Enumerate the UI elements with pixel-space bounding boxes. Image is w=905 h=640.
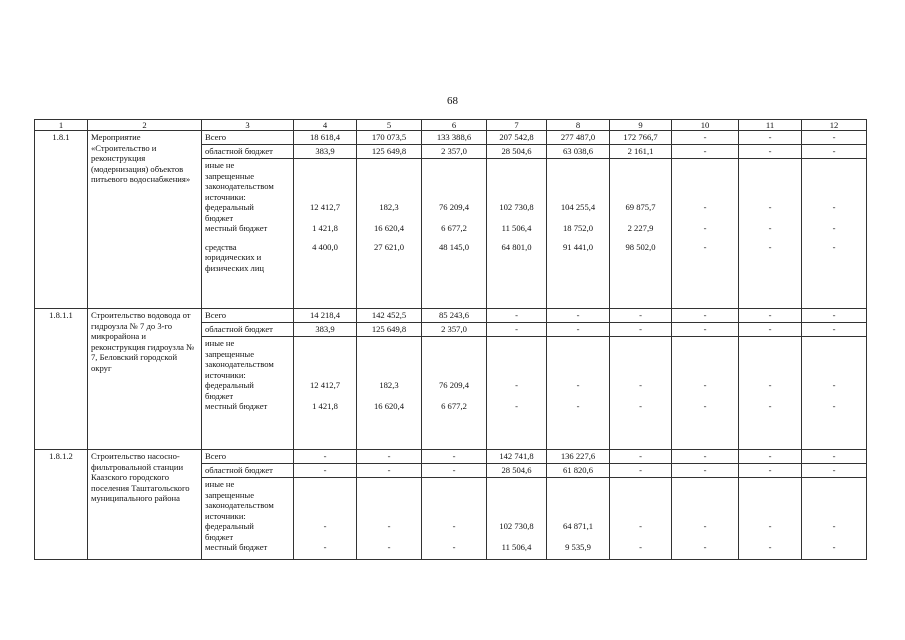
value-line: 182,3 — [379, 202, 399, 213]
value-cell: - — [802, 450, 867, 464]
source-line: местный бюджет — [205, 401, 268, 412]
source-line: федеральный — [205, 521, 254, 532]
header-cell: 6 — [422, 120, 487, 131]
value-line: - — [452, 521, 456, 532]
funding-source: Всего — [202, 309, 294, 323]
value-cell: - — [610, 309, 672, 323]
row-code: 1.8.1.1 — [35, 309, 88, 450]
header-cell: 11 — [739, 120, 802, 131]
source-line: запрещенные — [205, 489, 255, 500]
value-line: - — [832, 401, 836, 412]
value-line: 18 752,0 — [562, 223, 594, 234]
value-line: - — [703, 202, 707, 213]
row-name: Строительство насосно-фильтровальной станции Каазского городского поселения Таштагольского муниципального района — [88, 450, 202, 560]
value-cell: - — [487, 323, 547, 337]
value-cell — [357, 337, 422, 450]
value-cell: 133 388,6 — [422, 131, 487, 145]
value-line: 182,3 — [379, 380, 399, 391]
source-line: источники: — [205, 369, 246, 380]
row-code: 1.8.1 — [35, 131, 88, 309]
value-line: - — [576, 401, 580, 412]
value-cell — [357, 478, 422, 560]
source-line: местный бюджет — [205, 542, 268, 553]
value-line: - — [768, 401, 772, 412]
value-cell: 61 820,6 — [547, 464, 610, 478]
value-line: - — [832, 542, 836, 553]
funding-source: Всего — [202, 131, 294, 145]
value-line: 69 875,7 — [625, 202, 656, 213]
value-cell: - — [802, 309, 867, 323]
value-line: 102 730,8 — [499, 521, 534, 532]
value-line: - — [768, 542, 772, 553]
value-cell — [547, 159, 610, 309]
value-line: 76 209,4 — [438, 202, 470, 213]
value-line: 6 677,2 — [441, 223, 467, 234]
funding-source: областной бюджет — [202, 464, 294, 478]
value-cell: - — [610, 323, 672, 337]
source-line: бюджет — [205, 531, 234, 542]
value-cell: - — [610, 464, 672, 478]
value-cell: 207 542,8 — [487, 131, 547, 145]
spacer — [205, 234, 290, 242]
header-cell: 4 — [294, 120, 357, 131]
value-cell: - — [802, 145, 867, 159]
header-row — [35, 120, 867, 131]
value-line: 104 255,4 — [560, 202, 596, 213]
source-line: иные не — [205, 338, 235, 349]
value-cell — [294, 337, 357, 450]
value-cell: - — [672, 464, 739, 478]
value-cell: - — [739, 309, 802, 323]
value-cell: - — [294, 464, 357, 478]
funding-source-other — [202, 337, 294, 450]
source-line: федеральный — [205, 380, 254, 391]
value-cell — [739, 337, 802, 450]
source-line: федеральный — [205, 202, 254, 213]
value-cell: 142 741,8 — [487, 450, 547, 464]
source-line: иные не — [205, 479, 235, 490]
value-line: 48 145,0 — [438, 241, 470, 252]
value-line: 1 421,8 — [312, 401, 338, 412]
row-code: 1.8.1.2 — [35, 450, 88, 560]
value-line: - — [703, 521, 707, 532]
value-cell — [610, 337, 672, 450]
value-cell: - — [547, 323, 610, 337]
value-cell: 2 357,0 — [422, 145, 487, 159]
source-line: бюджет — [205, 390, 234, 401]
value-line: 91 441,0 — [562, 241, 594, 252]
value-cell: - — [422, 464, 487, 478]
value-line: - — [387, 521, 391, 532]
value-line: 2 227,9 — [627, 223, 654, 234]
source-line: источники: — [205, 191, 246, 202]
value-line: 102 730,8 — [499, 202, 534, 213]
value-cell: - — [739, 323, 802, 337]
source-line: физических лиц — [205, 262, 265, 273]
source-line: запрещенные — [205, 348, 255, 359]
value-cell: 28 504,6 — [487, 464, 547, 478]
value-line: - — [639, 380, 642, 391]
value-cell: 14 218,4 — [294, 309, 357, 323]
value-line: 98 502,0 — [625, 241, 656, 252]
value-line: 12 412,7 — [309, 202, 341, 213]
value-cell: 170 073,5 — [357, 131, 422, 145]
value-line: - — [832, 223, 836, 234]
value-cell: 85 243,6 — [422, 309, 487, 323]
value-cell: - — [802, 131, 867, 145]
value-line: - — [323, 542, 327, 553]
header-cell: 9 — [610, 120, 672, 131]
value-line: - — [515, 401, 518, 412]
header-cell: 7 — [487, 120, 547, 131]
budget-table — [34, 119, 867, 560]
source-line: юридических и — [205, 252, 262, 263]
source-line: запрещенные — [205, 170, 255, 181]
funding-source: Всего — [202, 450, 294, 464]
value-cell: - — [802, 323, 867, 337]
row-name: Мероприятие «Строительство и реконструкция (модернизация) объектов питьевого водоснабжения» — [88, 131, 202, 309]
header-cell: 8 — [547, 120, 610, 131]
value-cell: - — [672, 323, 739, 337]
value-line: 27 621,0 — [373, 241, 405, 252]
value-cell: 28 504,6 — [487, 145, 547, 159]
source-line: источники: — [205, 510, 246, 521]
value-line: - — [768, 380, 772, 391]
value-line: 12 412,7 — [309, 380, 341, 391]
value-cell — [357, 159, 422, 309]
source-line: законодательством — [205, 181, 274, 192]
value-cell: 2 357,0 — [422, 323, 487, 337]
value-line: - — [639, 521, 642, 532]
value-cell: - — [422, 450, 487, 464]
table-row — [35, 309, 867, 323]
row-name: Строительство водовода от гидроузла № 7 до 3-го микрорайона и реконструкция гидроузла № 7, Беловский городской округ — [88, 309, 202, 450]
value-line: - — [387, 542, 391, 553]
value-cell: - — [739, 450, 802, 464]
value-line: 11 506,4 — [501, 542, 532, 553]
value-cell: 18 618,4 — [294, 131, 357, 145]
value-cell: - — [610, 450, 672, 464]
value-line: - — [703, 223, 707, 234]
value-line: - — [703, 380, 707, 391]
value-line: - — [323, 521, 327, 532]
value-cell — [739, 159, 802, 309]
value-cell — [610, 478, 672, 560]
value-line: - — [576, 380, 580, 391]
value-line: - — [703, 401, 707, 412]
value-line: - — [768, 241, 772, 252]
value-cell: - — [672, 309, 739, 323]
value-line: - — [832, 380, 836, 391]
funding-source: областной бюджет — [202, 323, 294, 337]
value-line: 6 677,2 — [441, 401, 467, 412]
value-cell — [422, 337, 487, 450]
source-line: законодательством — [205, 500, 274, 511]
value-cell: - — [547, 309, 610, 323]
value-cell — [547, 478, 610, 560]
header-cell: 3 — [202, 120, 294, 131]
value-line: - — [452, 542, 456, 553]
value-line: 11 506,4 — [501, 223, 532, 234]
value-cell — [294, 159, 357, 309]
source-line: бюджет — [205, 212, 234, 223]
value-line: 64 871,1 — [562, 521, 594, 532]
value-line: 16 620,4 — [373, 401, 405, 412]
value-cell: 125 649,8 — [357, 323, 422, 337]
value-cell — [672, 159, 739, 309]
value-cell: 383,9 — [294, 323, 357, 337]
value-line: 1 421,8 — [312, 223, 338, 234]
value-line: - — [639, 542, 642, 553]
value-cell: 2 161,1 — [610, 145, 672, 159]
value-cell — [802, 159, 867, 309]
value-cell — [487, 159, 547, 309]
value-cell: - — [672, 131, 739, 145]
value-cell: 383,9 — [294, 145, 357, 159]
value-cell: 142 452,5 — [357, 309, 422, 323]
source-line: законодательством — [205, 359, 274, 370]
value-cell: - — [487, 309, 547, 323]
value-cell: - — [357, 464, 422, 478]
value-cell: - — [739, 145, 802, 159]
table-row — [35, 131, 867, 145]
value-cell: - — [739, 464, 802, 478]
value-line: 9 535,9 — [565, 542, 591, 553]
value-cell — [547, 337, 610, 450]
value-line: 76 209,4 — [438, 380, 470, 391]
header-cell: 5 — [357, 120, 422, 131]
value-line: - — [768, 202, 772, 213]
value-line: - — [832, 521, 836, 532]
table-row — [35, 450, 867, 464]
value-cell — [739, 478, 802, 560]
funding-source-other — [202, 159, 294, 309]
value-line: - — [832, 202, 836, 213]
value-cell — [294, 478, 357, 560]
value-cell: 136 227,6 — [547, 450, 610, 464]
value-cell — [487, 337, 547, 450]
source-line: средства — [205, 241, 237, 252]
value-line: - — [639, 401, 642, 412]
funding-source-other — [202, 478, 294, 560]
value-cell — [802, 478, 867, 560]
value-cell: 172 766,7 — [610, 131, 672, 145]
value-cell: - — [357, 450, 422, 464]
header-cell: 1 — [35, 120, 88, 131]
value-cell: - — [294, 450, 357, 464]
value-cell: - — [802, 464, 867, 478]
header-cell: 2 — [88, 120, 202, 131]
header-cell: 10 — [672, 120, 739, 131]
value-cell: 125 649,8 — [357, 145, 422, 159]
value-line: - — [768, 223, 772, 234]
value-cell — [487, 478, 547, 560]
value-line: 64 801,0 — [501, 241, 532, 252]
source-line: местный бюджет — [205, 223, 268, 234]
value-cell: 63 038,6 — [547, 145, 610, 159]
value-line: - — [768, 521, 772, 532]
value-cell — [672, 337, 739, 450]
value-cell — [422, 478, 487, 560]
value-line: 16 620,4 — [373, 223, 405, 234]
value-line: - — [832, 241, 836, 252]
value-cell: - — [739, 131, 802, 145]
value-cell — [802, 337, 867, 450]
header-cell: 12 — [802, 120, 867, 131]
value-line: - — [703, 241, 707, 252]
value-cell: - — [672, 450, 739, 464]
source-line: иные не — [205, 160, 235, 171]
funding-source: областной бюджет — [202, 145, 294, 159]
value-line: - — [515, 380, 518, 391]
value-cell — [610, 159, 672, 309]
page-number: 68 — [447, 95, 458, 107]
value-cell — [422, 159, 487, 309]
value-cell: - — [672, 145, 739, 159]
value-line: 4 400,0 — [312, 241, 338, 252]
value-cell: 277 487,0 — [547, 131, 610, 145]
value-line: - — [703, 542, 707, 553]
value-cell — [672, 478, 739, 560]
